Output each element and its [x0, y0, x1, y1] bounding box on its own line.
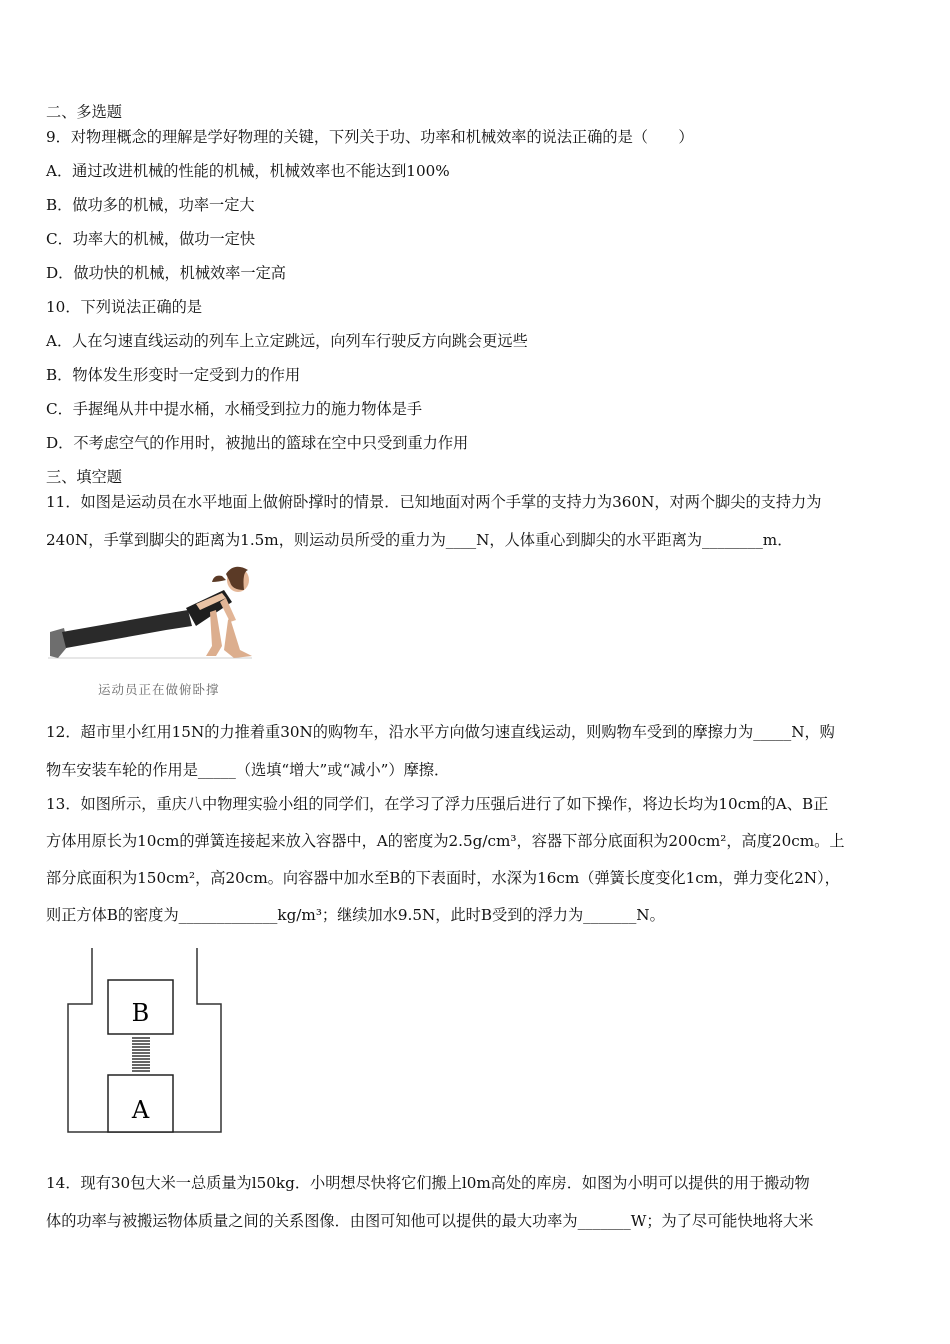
question-9-option-d: D．做功快的机械，机械效率一定高 — [46, 264, 286, 282]
question-10-option-b: B．物体发生形变时一定受到力的作用 — [46, 366, 301, 384]
question-9-stem: 9．对物理概念的理解是学好物理的关键，下列关于功、功率和机械效率的说法正确的是（ ） — [46, 128, 694, 146]
spring — [132, 1038, 150, 1071]
question-10-option-d: D．不考虑空气的作用时，被抛出的篮球在空中只受到重力作用 — [46, 434, 469, 452]
question-11-line-2: 240N，手掌到脚尖的距离为1.5m，则运动员所受的重力为____N，人体重心到脚尖的水平距离为________m． — [46, 531, 793, 549]
question-10-option-c: C．手握绳从井中提水桶，水桶受到拉力的施力物体是手 — [46, 400, 423, 418]
cube-a-label: A — [131, 1096, 150, 1124]
question-9-option-a: A．通过改进机械的性能的机械，机械效率也不能达到100% — [46, 162, 450, 180]
question-10-option-a: A．人在匀速直线运动的列车上立定跳远，向列车行驶反方向跳会更远些 — [46, 332, 528, 350]
question-14-line-1: 14．现有30包大米一总质量为l50kg．小明想尽快将它们搬上l0m高处的库房．如图为小明可以提供的用于搬动物 — [46, 1174, 810, 1192]
section-heading-fill-in: 三、填空题 — [46, 468, 122, 486]
question-13-line-1: 13．如图所示，重庆八中物理实验小组的同学们，在学习了浮力压强后进行了如下操作，将边长均为10cm的A、B正 — [46, 795, 829, 813]
pushup-athlete-figure — [46, 560, 256, 670]
question-13-line-4: 则正方体B的密度为_____________kg/m³；继续加水9.5N，此时B受到的浮力为_______N。 — [46, 906, 665, 924]
container-spring-cubes-figure — [60, 946, 230, 1136]
section-heading-multiple-choice: 二、多选题 — [46, 103, 122, 121]
question-10-stem: 10．下列说法正确的是 — [46, 298, 203, 316]
question-12-line-1: 12．超市里小红用15N的力推着重30N的购物车，沿水平方向做匀速直线运动，则购物车受到的摩擦力为_____N，购 — [46, 723, 835, 741]
cube-b-label: B — [131, 999, 150, 1027]
question-13-line-3: 部分底面积为150cm²，高20cm。向容器中加水至B的下表面时，水深为16cm（弹簧长度变化1cm，弹力变化2N）， — [46, 869, 840, 887]
figure-caption-pushup: 运动员正在做俯卧撑 — [98, 682, 220, 697]
question-12-line-2: 物车安装车轮的作用是_____（选填“增大”或“减小”）摩擦． — [46, 761, 450, 779]
question-11-line-1: 11．如图是运动员在水平地面上做俯卧撑时的情景．已知地面对两个手掌的支持力为360N，对两个脚尖的支持力为 — [46, 493, 822, 511]
question-9-option-b: B．做功多的机械，功率一定大 — [46, 196, 255, 214]
question-13-line-2: 方体用原长为10cm的弹簧连接起来放入容器中，A的密度为2.5g/cm³，容器下部分底面积为200cm²，高度20cm。上 — [46, 832, 845, 850]
question-9-option-c: C．功率大的机械，做功一定快 — [46, 230, 256, 248]
question-14-line-2: 体的功率与被搬运物体质量之间的关系图像．由图可知他可以提供的最大功率为_______W；为了尽可能快地将大米 — [46, 1212, 814, 1230]
